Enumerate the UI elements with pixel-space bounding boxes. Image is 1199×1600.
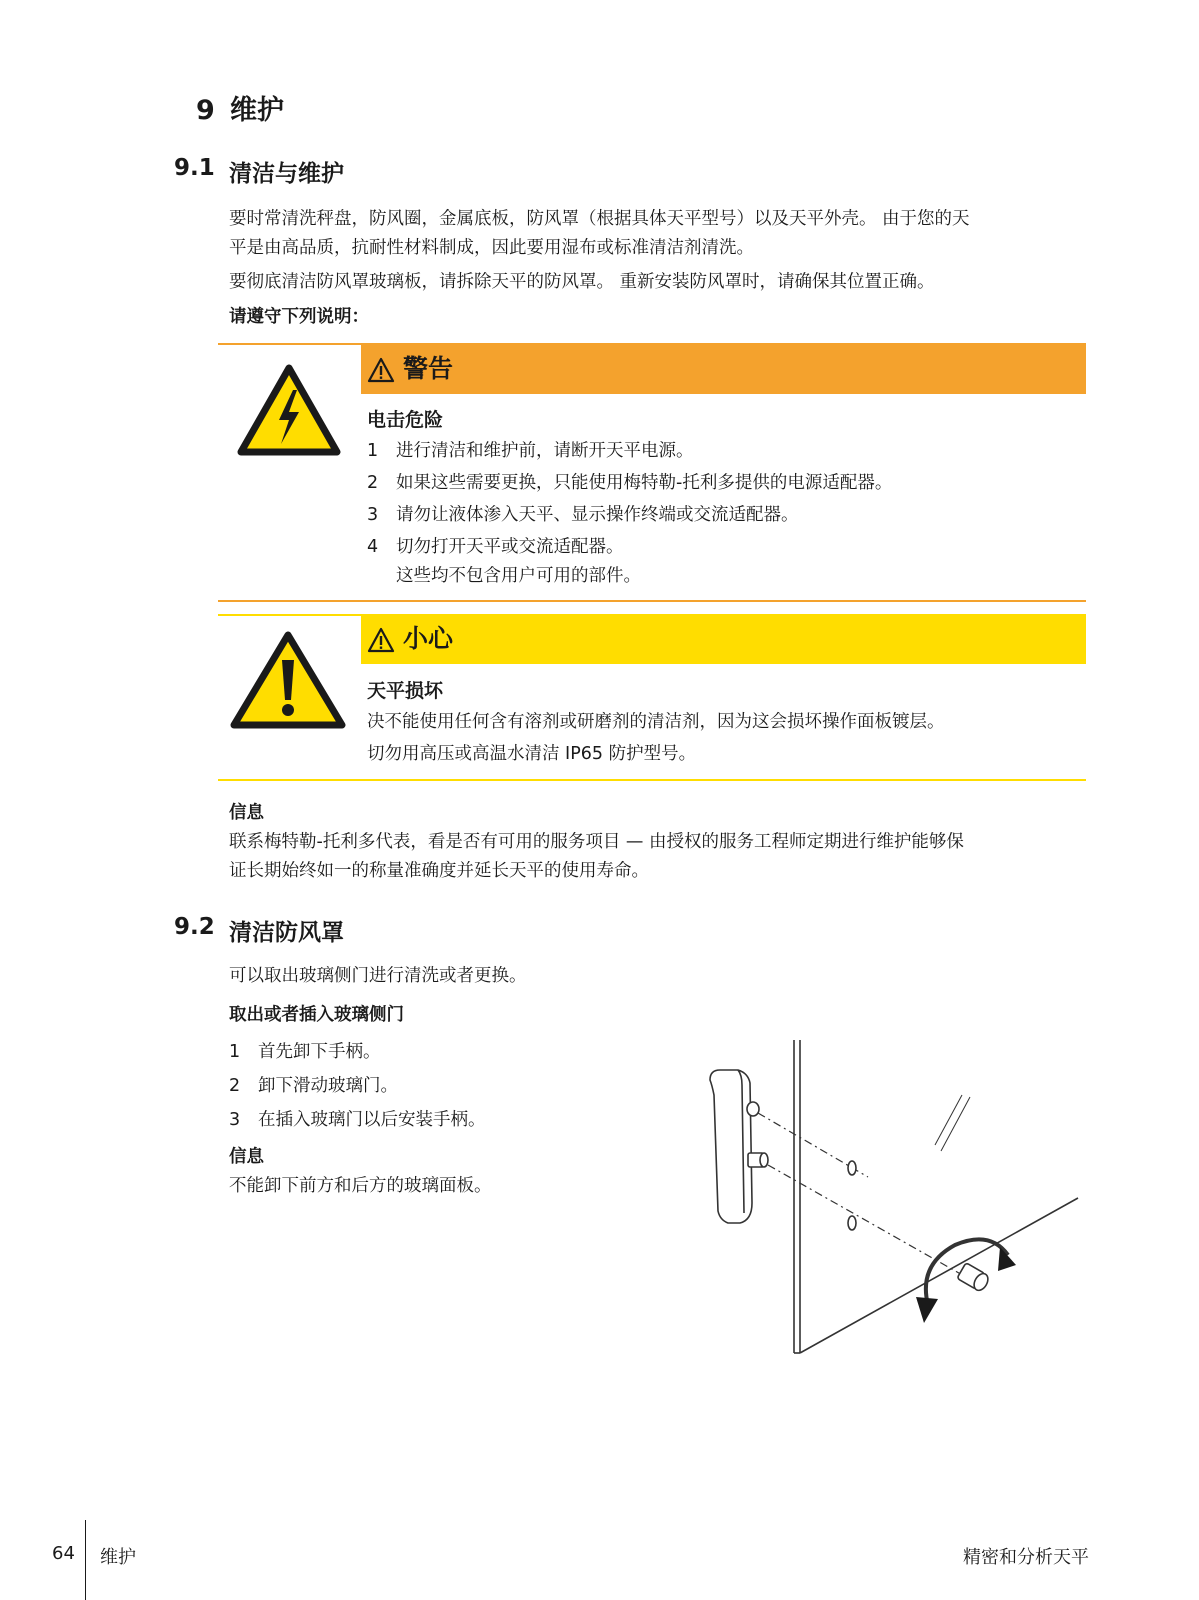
caution-text — [367, 708, 945, 769]
list-item: 4 切勿打开天平或交流适配器。 — [367, 537, 624, 557]
section-number: 9.1 — [174, 155, 215, 181]
footer-chapter: 维护 — [100, 1547, 136, 1568]
info-line-2: 证长期始终如一的称量准确度并延长天平的使用寿命。 — [229, 861, 649, 881]
section1-paragraph-1 — [229, 205, 1089, 263]
para1-line2: 平是由高品质，抗耐性材料制成，因此要用湿布或标准清洁剂清洗。 — [229, 238, 754, 258]
caution-subtitle: 天平损坏 — [367, 680, 444, 702]
para1-line1: 要时常清洗秤盘，防风圈，金属底板，防风罩（根据具体天平型号）以及天平外壳。 由于您的天 — [229, 209, 970, 229]
info-label: 信息 — [229, 803, 264, 823]
list-item: 2 如果这些需要更换，只能使用梅特勒-托利多提供的电源适配器。 — [367, 473, 893, 493]
electric-hazard-icon — [237, 364, 341, 456]
steps-list — [229, 1038, 649, 1135]
chapter-heading — [196, 88, 284, 127]
caution-exclamation-icon — [229, 630, 347, 730]
list-item: 1 首先卸下手柄。 — [229, 1042, 381, 1062]
section-number: 9.2 — [174, 914, 215, 940]
list-item: 2 卸下滑动玻璃门。 — [229, 1076, 398, 1096]
list-item: 3 请勿让液体渗入天平、显示操作终端或交流适配器。 — [367, 505, 799, 525]
instructions-label: 请遵守下列说明： — [229, 307, 369, 327]
section-heading-9-2 — [174, 914, 344, 947]
warning-label: 警告 — [403, 354, 454, 383]
warning-triangle-icon — [367, 357, 395, 383]
page-number: 64 — [52, 1543, 75, 1564]
info-text — [229, 828, 1089, 886]
chapter-title: 维护 — [230, 95, 284, 126]
warning-list — [367, 437, 892, 591]
section-title: 清洁与维护 — [229, 161, 344, 187]
footer-divider — [85, 1520, 86, 1600]
list-item: 3 在插入玻璃门以后安装手柄。 — [229, 1110, 486, 1130]
chapter-number: 9 — [196, 95, 215, 126]
section-title: 清洁防风罩 — [229, 920, 344, 946]
caution-bar — [361, 614, 1086, 664]
warning-subtitle: 电击危险 — [367, 409, 444, 431]
caution-line-2: 切勿用高压或高温水清洁 IP65 防护型号。 — [367, 744, 697, 764]
info2-text: 不能卸下前方和后方的玻璃面板。 — [229, 1176, 492, 1196]
info2-label: 信息 — [229, 1147, 264, 1167]
caution-bottom-rule — [218, 779, 1086, 781]
glass-door-illustration — [700, 1035, 1090, 1365]
caution-line-1: 决不能使用任何含有溶剂或研磨剂的清洁剂，因为这会损坏操作面板镀层。 — [367, 712, 945, 732]
warning-triangle-icon — [367, 627, 395, 653]
info-line-1: 联系梅特勒-托利多代表，看是否有可用的服务项目 — 由授权的服务工程师定期进行维护能够保 — [229, 832, 964, 852]
section-heading-9-1 — [174, 155, 344, 188]
footer-product: 精密和分析天平 — [963, 1547, 1089, 1568]
section1-paragraph-2: 要彻底清洁防风罩玻璃板，请拆除天平的防风罩。 重新安装防风罩时，请确保其位置正确。 — [229, 272, 935, 292]
list-item: 1 进行清洁和维护前，请断开天平电源。 — [367, 441, 694, 461]
section2-intro: 可以取出玻璃侧门进行清洗或者更换。 — [229, 966, 527, 986]
warning-bar — [361, 344, 1086, 394]
steps-title: 取出或者插入玻璃侧门 — [229, 1005, 404, 1025]
warning-bottom-rule — [218, 600, 1086, 602]
list-item-continuation: 这些均不包含用户可用的部件。 — [396, 566, 641, 586]
caution-label: 小心 — [403, 624, 454, 653]
